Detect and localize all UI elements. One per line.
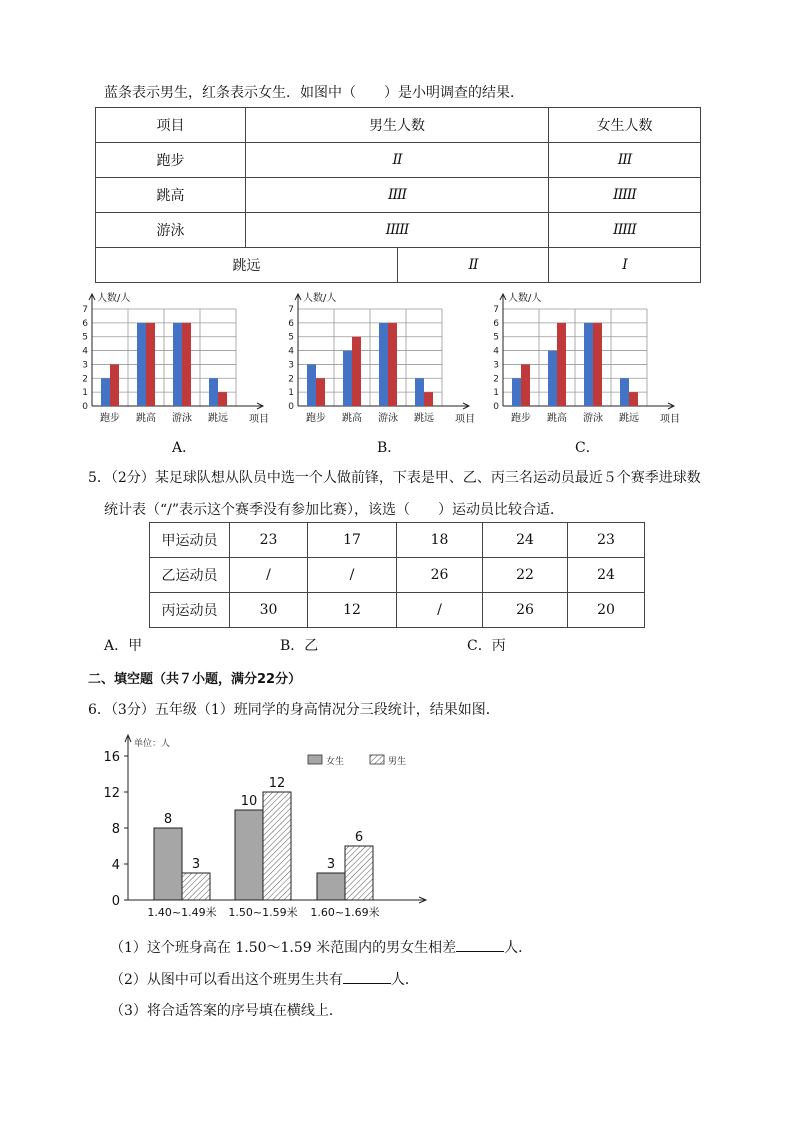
data-label-girls: 8 [163, 812, 173, 827]
data-label-girls: 10 [240, 794, 258, 809]
q5-line1: 5．（2分）某足球队想从队员中选一个人做前锋，下表是甲、乙、丙三名运动员最近５个赛季进球数 [88, 470, 701, 486]
x-tick-label: 跳高 [547, 413, 567, 424]
section-title: 二、填空题（共７小题，满分22分） [88, 672, 302, 687]
data-label-boys: 12 [268, 776, 286, 791]
goals-cell: 12 [308, 593, 397, 628]
q5-option-b: B．乙 [280, 638, 319, 654]
bar-girls [317, 873, 345, 900]
y-tick-label: 5 [288, 332, 294, 343]
y-tick-label: 0 [111, 894, 120, 909]
bar-girls [388, 323, 397, 406]
x-tick-label: 游泳 [378, 413, 398, 424]
bar-girls [110, 364, 119, 406]
goals-cell: 22 [483, 558, 568, 593]
answer-blank[interactable] [456, 939, 504, 952]
q5-option-a: A．甲 [104, 638, 143, 654]
goals-cell: 17 [308, 523, 397, 558]
header-girls: 女生人数 [549, 108, 701, 143]
y-axis-label: 人数/人 [508, 293, 542, 304]
goals-cell: 24 [483, 523, 568, 558]
row-boys: II [246, 143, 549, 178]
bar-boys [548, 351, 557, 406]
goals-cell: 26 [397, 558, 483, 593]
row-item: 游泳 [96, 213, 246, 248]
row-girls: IIIII [549, 213, 701, 248]
q6-sub1-unit: 人． [504, 940, 533, 956]
y-tick-label: 1 [493, 388, 499, 399]
q6-sub1-text: （1）这个班身高在 1.50～1.59 米范围内的男女生相差 [110, 940, 457, 956]
q6-sub2-text: （2）从图中可以看出这个班男生共有 [110, 972, 343, 988]
q6-sub3: （3）将合适答案的序号填在横线上． [110, 1003, 343, 1019]
q6-sub1 [110, 937, 532, 957]
row-item: 跳远 [96, 248, 398, 283]
y-tick-label: 7 [288, 305, 294, 315]
y-tick-label: 6 [288, 318, 294, 329]
x-tick-label: 跳远 [208, 413, 228, 424]
row-girls: IIIII [549, 178, 701, 213]
x-tick-label: 游泳 [172, 413, 192, 424]
goals-cell: / [308, 558, 397, 593]
bar-girls [593, 323, 602, 406]
data-label-boys: 6 [354, 830, 364, 845]
bar-boys [584, 323, 593, 406]
height-chart [80, 730, 440, 925]
header-boys: 男生人数 [246, 108, 549, 143]
y-tick-label: 3 [82, 360, 88, 371]
goals-cell: / [397, 593, 483, 628]
goals-cell: 24 [568, 558, 645, 593]
option-charts [0, 285, 794, 455]
row-item: 跳高 [96, 178, 246, 213]
bar-girls [154, 828, 182, 900]
option-chart-2 [288, 291, 475, 425]
row-boys: IIIII [246, 213, 549, 248]
option-a-label: A． [172, 440, 197, 456]
bar-boys [415, 378, 424, 406]
header-item: 项目 [96, 108, 246, 143]
x-tick-label: 1.60~1.69米 [310, 906, 380, 919]
player-name: 甲运动员 [150, 523, 230, 558]
y-axis-label: 人数/人 [303, 293, 337, 304]
goals-cell: 26 [483, 593, 568, 628]
q6-stem: 6．（3分）五年级（1）班同学的身高情况分三段统计，结果如图． [88, 702, 500, 718]
x-tick-label: 1.50~1.59米 [228, 906, 298, 919]
legend-label-girls: 女生 [326, 757, 345, 767]
bar-boys [137, 323, 146, 406]
y-tick-label: 7 [493, 305, 499, 315]
bar-girls [146, 323, 155, 406]
goals-cell: / [230, 558, 308, 593]
legend-label-boys: 男生 [388, 757, 407, 767]
bar-boys [379, 323, 388, 406]
y-tick-label: 16 [103, 750, 120, 765]
row-boys: IIII [246, 178, 549, 213]
x-tick-label: 跳高 [136, 413, 156, 424]
bar-girls [316, 378, 325, 406]
x-axis-label: 项目 [660, 414, 680, 425]
x-tick-label: 跑步 [511, 413, 531, 424]
y-tick-label: 4 [82, 346, 88, 357]
y-tick-label: 0 [82, 402, 88, 412]
bar-boys [343, 351, 352, 406]
bar-boys [620, 378, 629, 406]
answer-blank[interactable] [343, 971, 391, 984]
x-axis-label: 项目 [455, 414, 475, 425]
row-girls: III [549, 143, 701, 178]
x-tick-label: 跑步 [306, 413, 326, 424]
bar-girls [521, 364, 530, 406]
option-c-label: C． [575, 440, 600, 456]
y-tick-label: 3 [493, 360, 499, 371]
q6-sub2-unit: 人． [390, 972, 419, 988]
bar-boys [345, 846, 373, 900]
y-tick-label: 1 [288, 388, 294, 399]
data-label-girls: 3 [326, 857, 336, 872]
y-tick-label: 6 [493, 318, 499, 329]
goals-cell: 18 [397, 523, 483, 558]
goals-cell: 20 [568, 593, 645, 628]
row-boys: II [398, 248, 549, 283]
x-tick-label: 跳远 [619, 413, 639, 424]
bar-girls [557, 323, 566, 406]
bar-girls [352, 337, 361, 406]
q5-line2: 统计表（“/”表示这个赛季没有参加比赛），该选（ ）运动员比较合适． [104, 502, 565, 518]
y-tick-label: 0 [493, 402, 499, 412]
bar-girls [182, 323, 191, 406]
goals-cell: 23 [568, 523, 645, 558]
survey-table [95, 107, 701, 283]
legend-swatch-girls [308, 755, 322, 764]
y-axis-label: 人数/人 [97, 293, 131, 304]
y-tick-label: 3 [288, 360, 294, 371]
player-name: 乙运动员 [150, 558, 230, 593]
bar-girls [629, 392, 638, 406]
y-tick-label: 2 [82, 374, 88, 385]
bar-boys [263, 792, 291, 900]
y-tick-label: 4 [288, 346, 294, 357]
bar-boys [182, 873, 210, 900]
legend-swatch-boys [370, 755, 384, 764]
y-tick-label: 6 [82, 318, 88, 329]
y-tick-label: 5 [82, 332, 88, 343]
y-tick-label: 7 [82, 305, 88, 315]
bar-boys [101, 378, 110, 406]
y-tick-label: 0 [288, 402, 294, 412]
option-chart-1 [82, 291, 269, 425]
intro-line: 蓝条表示男生，红条表示女生．如图中（ ）是小明调查的结果． [104, 85, 524, 101]
player-name: 丙运动员 [150, 593, 230, 628]
bar-boys [512, 378, 521, 406]
bar-boys [307, 364, 316, 406]
y-axis-label: 单位：人 [134, 739, 171, 749]
bar-girls [235, 810, 263, 900]
y-tick-label: 1 [82, 388, 88, 399]
x-tick-label: 跳高 [342, 413, 362, 424]
row-item: 跑步 [96, 143, 246, 178]
y-tick-label: 2 [493, 374, 499, 385]
x-axis-label: 项目 [249, 414, 269, 425]
x-tick-label: 1.40~1.49米 [147, 906, 217, 919]
bar-boys [209, 378, 218, 406]
y-tick-label: 5 [493, 332, 499, 343]
y-tick-label: 4 [493, 346, 499, 357]
y-tick-label: 2 [288, 374, 294, 385]
x-tick-label: 跑步 [100, 413, 120, 424]
x-tick-label: 游泳 [583, 413, 603, 424]
y-tick-label: 12 [103, 786, 120, 801]
goals-cell: 23 [230, 523, 308, 558]
q6-sub2 [110, 969, 419, 989]
row-girls: I [549, 248, 701, 283]
bar-boys [173, 323, 182, 406]
goals-table [149, 522, 645, 628]
bar-girls [218, 392, 227, 406]
bar-girls [424, 392, 433, 406]
x-tick-label: 跳远 [414, 413, 434, 424]
option-chart-3 [493, 291, 680, 425]
goals-cell: 30 [230, 593, 308, 628]
y-tick-label: 4 [111, 858, 120, 873]
data-label-boys: 3 [191, 857, 201, 872]
q5-option-c: C．丙 [467, 638, 506, 654]
option-b-label: B． [377, 440, 402, 456]
y-tick-label: 8 [111, 822, 120, 837]
